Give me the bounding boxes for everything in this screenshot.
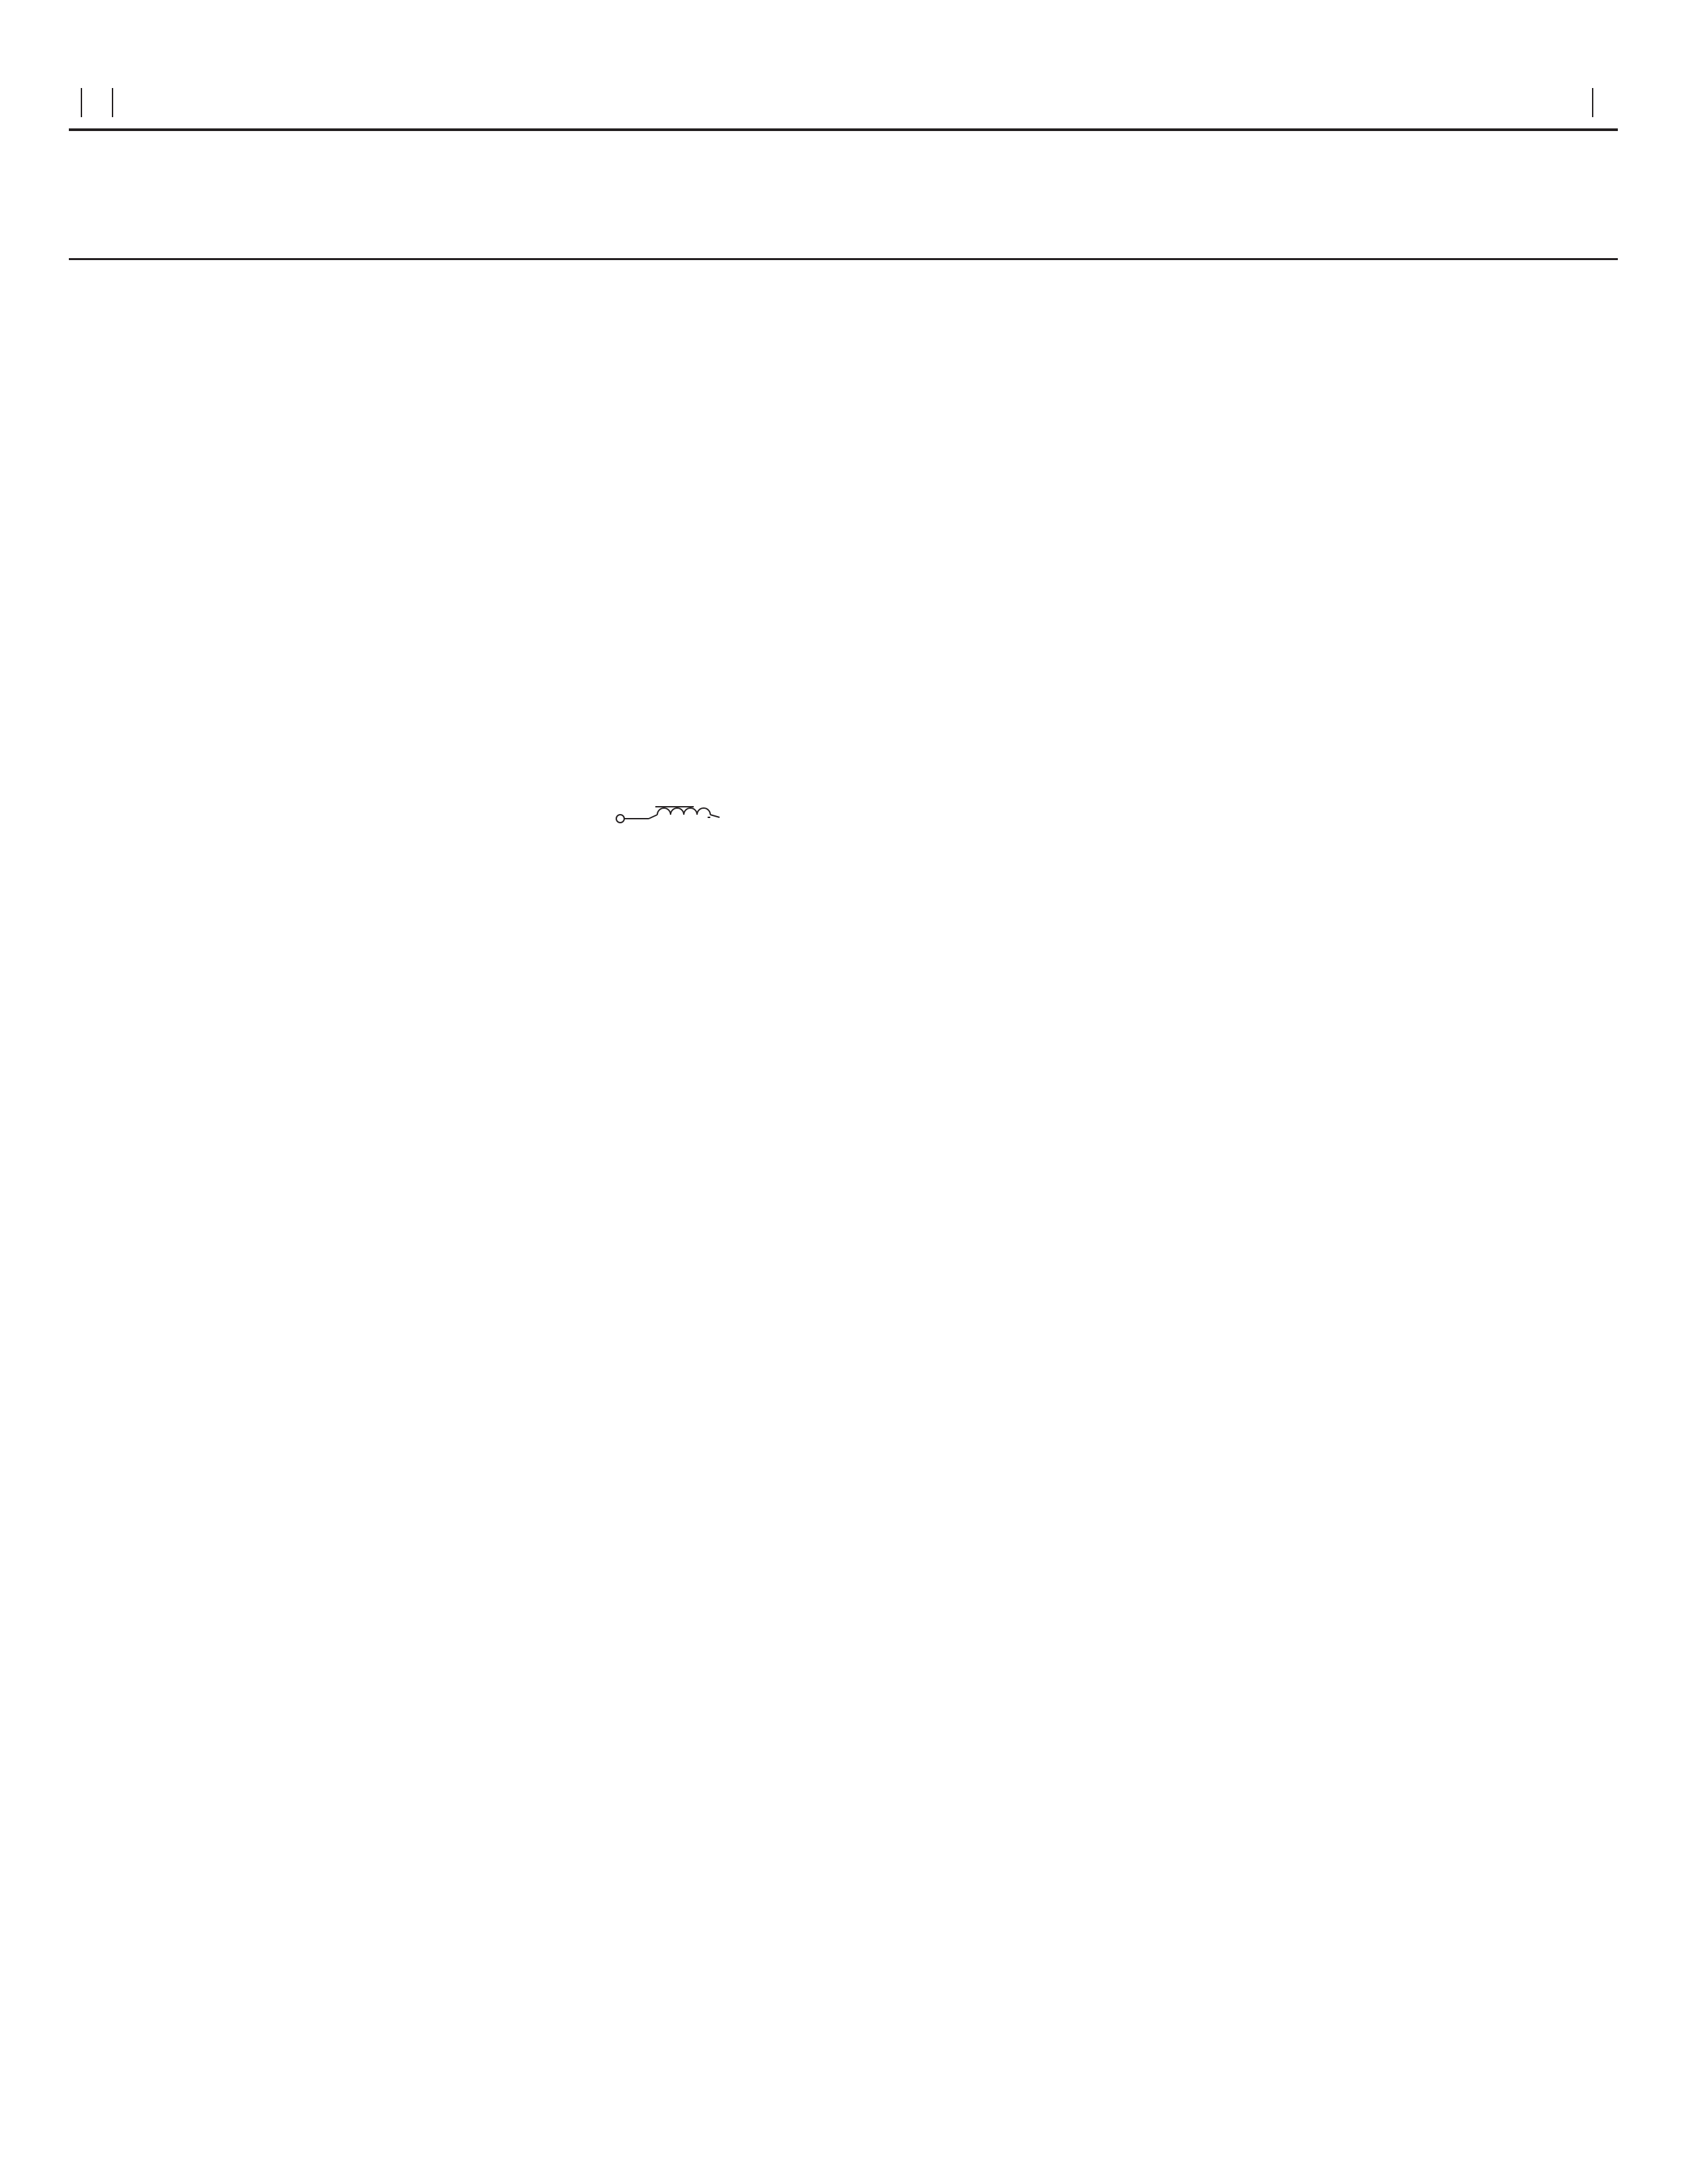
header-left [69, 86, 131, 119]
header-divider [112, 88, 113, 117]
header-divider [1592, 88, 1593, 117]
title-rule [69, 258, 1618, 260]
header-divider [81, 88, 82, 117]
header-right [1574, 86, 1611, 119]
document-header [69, 86, 1618, 119]
header-rule [69, 128, 1618, 131]
figure-1-lc-filter-diagram [563, 754, 1119, 907]
